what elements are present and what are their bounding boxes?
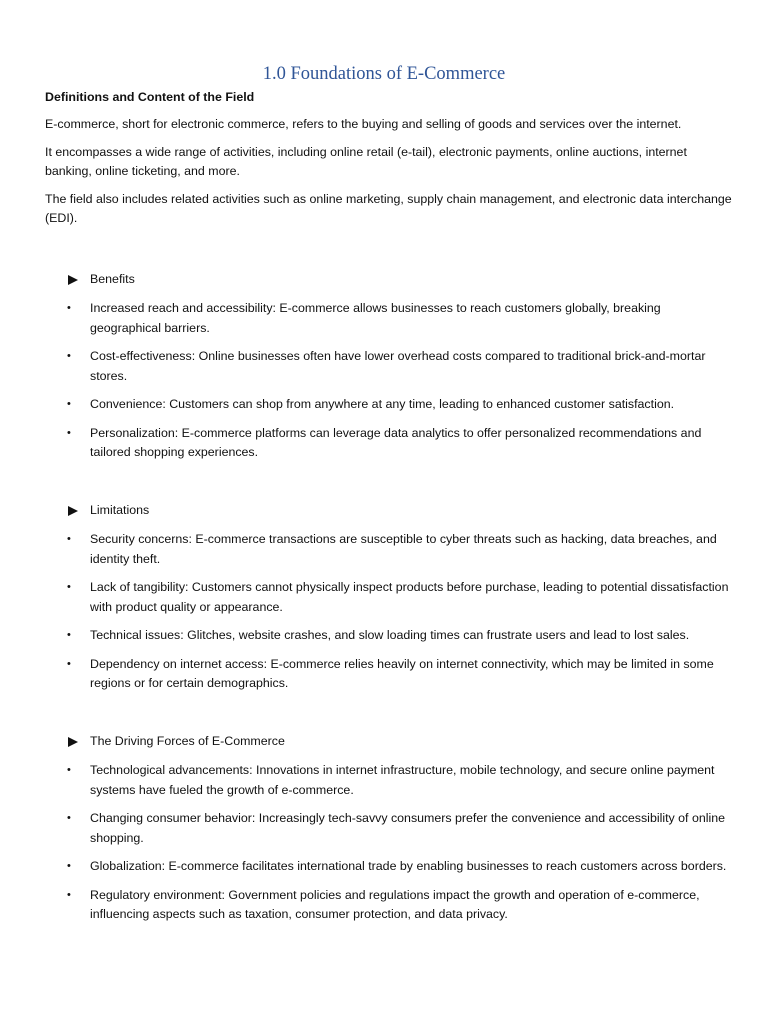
triangle-right-icon [68,506,78,516]
intro-paragraph: It encompasses a wide range of activities, including online retail (e-tail), electronic payments, online auctions, internet banking, online ticketing, and more. [45,144,687,178]
list-item-text: Cost-effectiveness: Online businesses often have lower overhead costs compared to traditional brick-and-mortar stores. [90,349,706,383]
list-item-text: Technological advancements: Innovations in internet infrastructure, mobile technology, and secure online payment systems have fueled the growth of e-commerce. [90,763,715,797]
list-item-text: Personalization: E-commerce platforms can leverage data analytics to offer personalized recommendations and tailored shopping experiences. [90,425,702,459]
intro-paragraph: The field also includes related activities such as online marketing, supply chain management, and electronic data interchange (EDI). [45,191,732,225]
list-item [0,655,730,694]
bullet-icon: • [67,426,71,439]
list-item-text: Security concerns: E-commerce transactions are susceptible to cyber threats such as hacking, data breaches, and identity theft. [90,532,717,566]
list-item [0,886,730,925]
limitations-heading-label: Limitations [90,503,150,517]
page-title: 1.0 Foundations of E-Commerce [262,64,506,84]
intro-paragraph: E-commerce, short for electronic commerce, refers to the buying and selling of goods and services over the internet. [45,117,682,131]
benefits-heading [0,270,768,290]
list-item-text: Globalization: E-commerce facilitates international trade by enabling businesses to reach customers across borders. [90,859,727,873]
list-item [0,424,730,463]
list-item [0,857,730,877]
list-item [0,347,730,386]
list-item-text: Regulatory environment: Government policies and regulations impact the growth and operation of e-commerce, influencing aspects such as taxation, consumer protection, and data privacy. [90,887,700,921]
list-item-text: Increased reach and accessibility: E-commerce allows businesses to reach customers globally, breaking geographical barriers. [90,301,661,335]
triangle-right-icon [68,275,78,285]
driving-forces-heading [0,732,768,752]
benefits-heading-label: Benefits [90,272,135,286]
bullet-icon: • [67,398,71,410]
triangle-right-icon [68,737,78,747]
list-item-text: Changing consumer behavior: Increasingly tech-savvy consumers prefer the convenience and accessibility of online shopping. [90,811,726,845]
list-item [0,395,730,415]
list-item-text: Dependency on internet access: E-commerce relies heavily on internet connectivity, which may be limited in some regions or for certain demographics. [90,656,714,690]
driving-forces-section [0,732,768,934]
driving-forces-heading-label: The Driving Forces of E-Commerce [90,734,285,748]
limitations-heading [0,501,768,521]
list-item [0,530,730,569]
bullet-icon: • [67,812,71,824]
list-item [0,626,730,646]
list-item [0,809,730,848]
list-item-text: Convenience: Customers can shop from anywhere at any time, leading to enhanced customer satisfaction. [90,397,675,411]
bullet-icon: • [67,657,71,670]
bullet-icon: • [67,581,71,593]
limitations-list [0,530,768,694]
section-heading: Definitions and Content of the Field [45,90,255,104]
bullet-icon: • [67,888,71,901]
bullet-icon: • [67,350,71,362]
benefits-list [0,299,768,463]
limitations-section [0,501,768,703]
list-item-text: Technical issues: Glitches, website crashes, and slow loading times can frustrate users and lead to lost sales. [90,628,690,642]
bullet-icon: • [67,302,71,314]
driving-forces-list [0,761,768,925]
list-item-text: Lack of tangibility: Customers cannot physically inspect products before purchase, leading to potential dissatisfaction with product quality or appearance. [90,580,729,614]
list-item [0,299,730,338]
intro-text [45,115,735,237]
benefits-section [0,270,768,472]
bullet-icon: • [67,764,71,776]
bullet-icon: • [67,860,71,872]
list-item [0,578,730,617]
bullet-icon: • [67,533,71,545]
list-item [0,761,730,800]
bullet-icon: • [67,629,71,641]
